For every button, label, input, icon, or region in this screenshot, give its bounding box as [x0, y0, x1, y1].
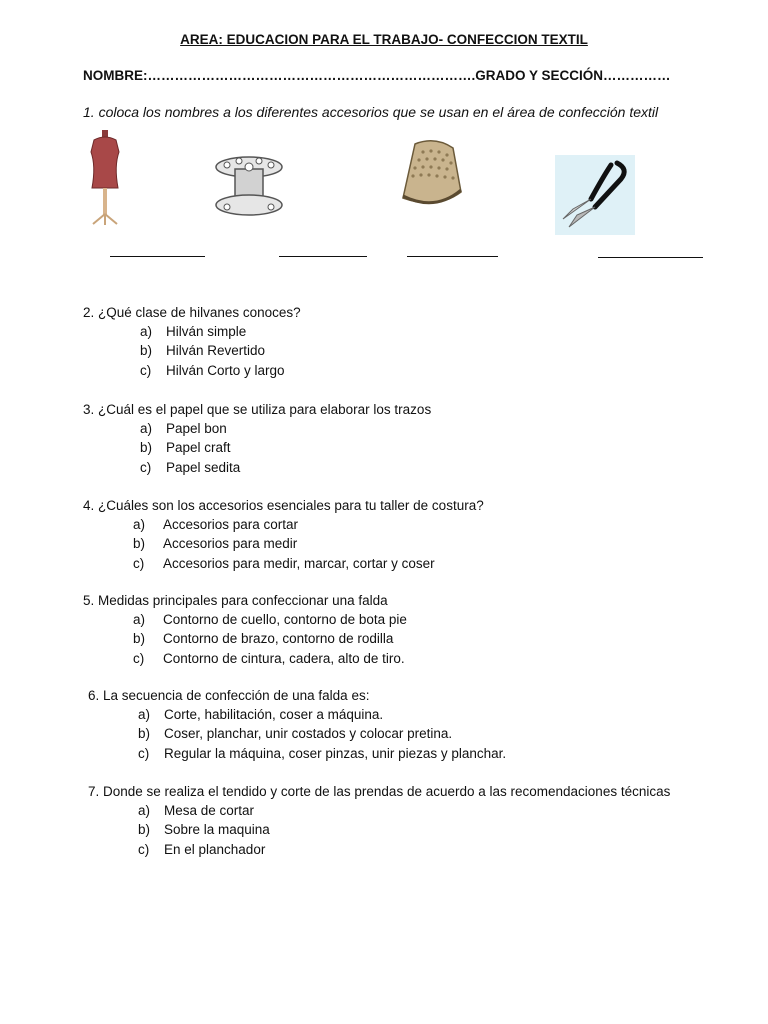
answer-blank-4[interactable]	[598, 257, 703, 258]
question-stem: 4. ¿Cuáles son los accesorios esenciales para tu taller de costura?	[83, 498, 484, 513]
answer-blank-3[interactable]	[407, 256, 498, 257]
option-b[interactable]: b) Contorno de brazo, contorno de rodilla	[133, 631, 394, 647]
question-stem: 6. La secuencia de confección de una falda es:	[88, 688, 370, 703]
question-4	[83, 496, 484, 573]
question-5	[83, 591, 407, 668]
option-c[interactable]: c) Contorno de cintura, cadera, alto de tiro.	[133, 650, 405, 666]
answer-blank-2[interactable]	[279, 256, 367, 257]
thimble-icon	[395, 138, 467, 214]
name-grade-line: NOMBRE:……………………………………………………………….GRADO Y SECCIÓN……………	[83, 68, 671, 83]
option-b[interactable]: b) Coser, planchar, unir costados y colocar pretina.	[138, 726, 453, 742]
option-a[interactable]: a) Hilván simple	[140, 324, 247, 340]
option-b[interactable]: b) Hilván Revertido	[140, 343, 266, 359]
option-c[interactable]: c) Papel sedita	[140, 459, 241, 475]
question-stem: 5. Medidas principales para confeccionar una falda	[83, 593, 388, 608]
option-c[interactable]: c) Accesorios para medir, marcar, cortar y coser	[133, 555, 435, 571]
answer-blank-1[interactable]	[110, 256, 205, 257]
option-c[interactable]: c) En el planchador	[138, 841, 266, 857]
question-2	[83, 303, 301, 380]
page-title: AREA: EDUCACION PARA EL TRABAJO- CONFECCION TEXTIL	[180, 32, 588, 47]
option-a[interactable]: a) Accesorios para cortar	[133, 517, 299, 533]
bobbin-icon	[213, 155, 285, 219]
question-6	[88, 686, 506, 763]
question-stem: 7. Donde se realiza el tendido y corte de las prendas de acuerdo a las recomendaciones técnicas	[88, 784, 671, 799]
option-a[interactable]: a) Contorno de cuello, contorno de bota pie	[133, 612, 407, 628]
thread-snips-icon	[555, 155, 635, 235]
option-b[interactable]: b) Papel craft	[140, 440, 231, 456]
option-b[interactable]: b) Accesorios para medir	[133, 536, 298, 552]
option-a[interactable]: a) Papel bon	[140, 421, 227, 437]
option-a[interactable]: a) Corte, habilitación, coser a máquina.	[138, 707, 384, 723]
mannequin-icon	[84, 130, 126, 226]
option-c[interactable]: c) Regular la máquina, coser pinzas, unir piezas y planchar.	[138, 745, 507, 761]
question-3	[83, 400, 431, 477]
question-1: 1. coloca los nombres a los diferentes accesorios que se usan en el área de confección textil	[83, 104, 659, 120]
question-7	[88, 782, 678, 859]
option-c[interactable]: c) Hilván Corto y largo	[140, 362, 285, 378]
question-stem: 3. ¿Cuál es el papel que se utiliza para elaborar los trazos	[83, 402, 432, 417]
option-a[interactable]: a) Mesa de cortar	[138, 803, 255, 819]
option-b[interactable]: b) Sobre la maquina	[138, 822, 270, 838]
question-stem: 2. ¿Qué clase de hilvanes conoces?	[83, 305, 301, 320]
